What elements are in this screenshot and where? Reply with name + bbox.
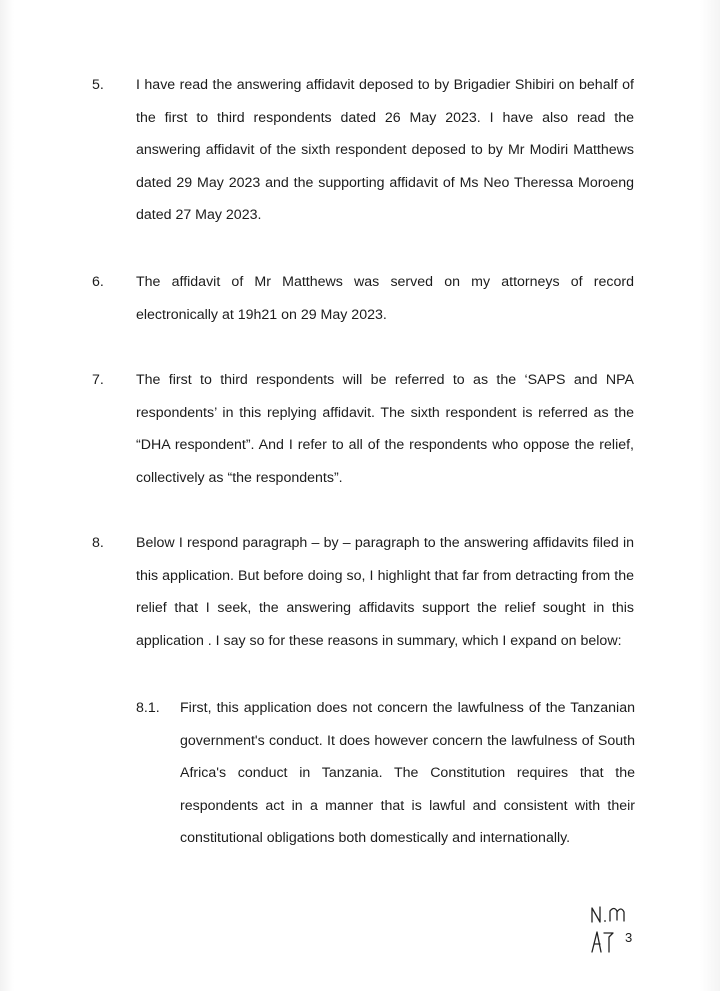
subparagraph-8-1-text: First, this application does not concern the lawfulness of the Tanzanian government's conduct. It does however concern the lawfulness of South Africa's conduct in Tanzania. The Constitution requires that the respondents act in a manner that is lawful and consistent with their constitutional obligations both domestically and internationally. [180,700,635,846]
paragraph-6-text: The affidavit of Mr Matthews was served on my attorneys of record electronically at 19h21 on 29 May 2023. [136,274,634,323]
paragraph-number: 6. [92,274,104,290]
paragraph-8-text: Below I respond paragraph – by – paragraph to the answering affidavits filed in this application. But before doing so, I highlight that far from detracting from the relief that I seek, the answering affidavits support the relief sought in this application . I say so for these reasons in summary, which I expand on below: [136,535,634,649]
paragraph-5-text: I have read the answering affidavit deposed to by Brigadier Shibiri on behalf of the first to third respondents dated 26 May 2023. I have also read the answering affidavit of the sixth respondent deposed to by Mr Modiri Matthews dated 29 May 2023 and the supporting affidavit of Ms Neo Theressa Moroeng dated 27 May 2023. [136,77,634,223]
paragraph-7-text: The first to third respondents will be referred to as the ‘SAPS and NPA respondents’ in this replying affidavit. The sixth respondent is referred as the “DHA respondent”. And I refer to all of the respondents who oppose the relief, collectively as “the respondents”. [136,372,634,486]
subparagraph-number: 8.1. [136,700,160,716]
paragraph-number: 8. [92,535,104,551]
paragraph-number: 7. [92,372,104,388]
page-number: 3 [625,930,633,945]
handwritten-initials-signature [586,900,646,960]
paragraph-number: 5. [92,77,104,93]
